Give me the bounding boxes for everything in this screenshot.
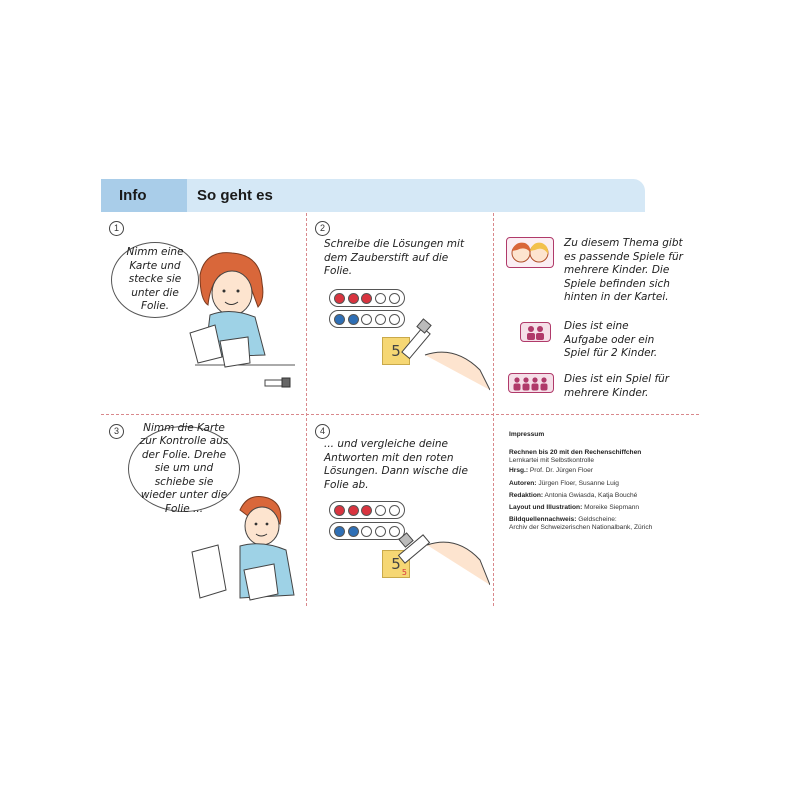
impressum-autoren: Autoren: Jürgen Floer, Susanne Luig — [509, 480, 619, 487]
legend-text-1: Zu diesem Thema gibt es passende Spiele für mehrere Kinder. Die Spiele befinden sich hinten in der Kartei. — [564, 237, 683, 303]
impressum-subtitle: Lernkartei mit Selbstkontrolle — [509, 457, 595, 464]
girl-illustration — [170, 245, 295, 395]
title-tab — [187, 179, 645, 212]
impressum-title: Rechnen bis 20 mit den Rechenschiffchen — [509, 449, 642, 456]
info-label: Info — [119, 187, 147, 204]
impressum-heading: Impressum — [509, 431, 545, 438]
boy-illustration — [190, 490, 310, 605]
step-number-3: 3 — [109, 424, 124, 439]
answer-value: 5 — [391, 342, 401, 360]
step-number-1: 1 — [109, 221, 124, 236]
info-tab — [101, 179, 187, 212]
instruction-text-4: ... und vergleiche deine Antworten mit den roten Lösungen. Dann wische die Folie ab. — [324, 438, 468, 491]
speech-text-1: Nimm eine Karte und stecke sie unter die Folie. — [126, 246, 184, 313]
impressum-redaktion: Redaktion: Antonia Gwiasda, Katja Bouché — [509, 492, 638, 499]
step-number-4: 4 — [315, 424, 330, 439]
bead-frame-top-4 — [329, 501, 405, 519]
bead-frame-bottom — [329, 310, 405, 328]
solution-value: 5 — [401, 568, 407, 577]
magic-pen-icon — [395, 315, 490, 395]
divider-vertical-2 — [493, 213, 494, 606]
instruction-text-2: Schreibe die Lösungen mit dem Zauberstift auf die Folie. — [324, 238, 465, 277]
impressum-bildquellen: Bildquellennachweis: Geldscheine: — [509, 516, 617, 523]
step-number-2: 2 — [315, 221, 330, 236]
answer-value-4: 5 — [391, 555, 401, 573]
group-kids-icon — [508, 373, 554, 393]
impressum-hrsg: Hrsg.: Prof. Dr. Jürgen Floer — [509, 467, 593, 474]
impressum-layout: Layout und Illustration: Moreike Siepmann — [509, 504, 640, 511]
bead-frame-bottom-4 — [329, 522, 405, 540]
impressum-bildquellen-2: Archiv der Schweizerischen Nationalbank, Zürich — [509, 524, 653, 531]
divider-horizontal — [101, 414, 699, 415]
legend-text-2: Dies ist eine Aufgabe oder ein Spiel für 2 Kinder. — [564, 320, 658, 359]
eraser-pen-icon — [395, 515, 490, 595]
children-faces-icon — [506, 237, 554, 268]
bead-frame-top — [329, 289, 405, 307]
legend-text-3: Dies ist ein Spiel für mehrere Kinder. — [564, 373, 670, 399]
page-title: So geht es — [197, 187, 273, 204]
two-kids-icon — [520, 322, 551, 342]
speech-text-3: Nimm die Karte zur Kontrolle aus der Folie. Drehe sie um und schiebe sie wieder unter die Folie ... — [139, 421, 229, 515]
header-bar — [101, 179, 645, 212]
